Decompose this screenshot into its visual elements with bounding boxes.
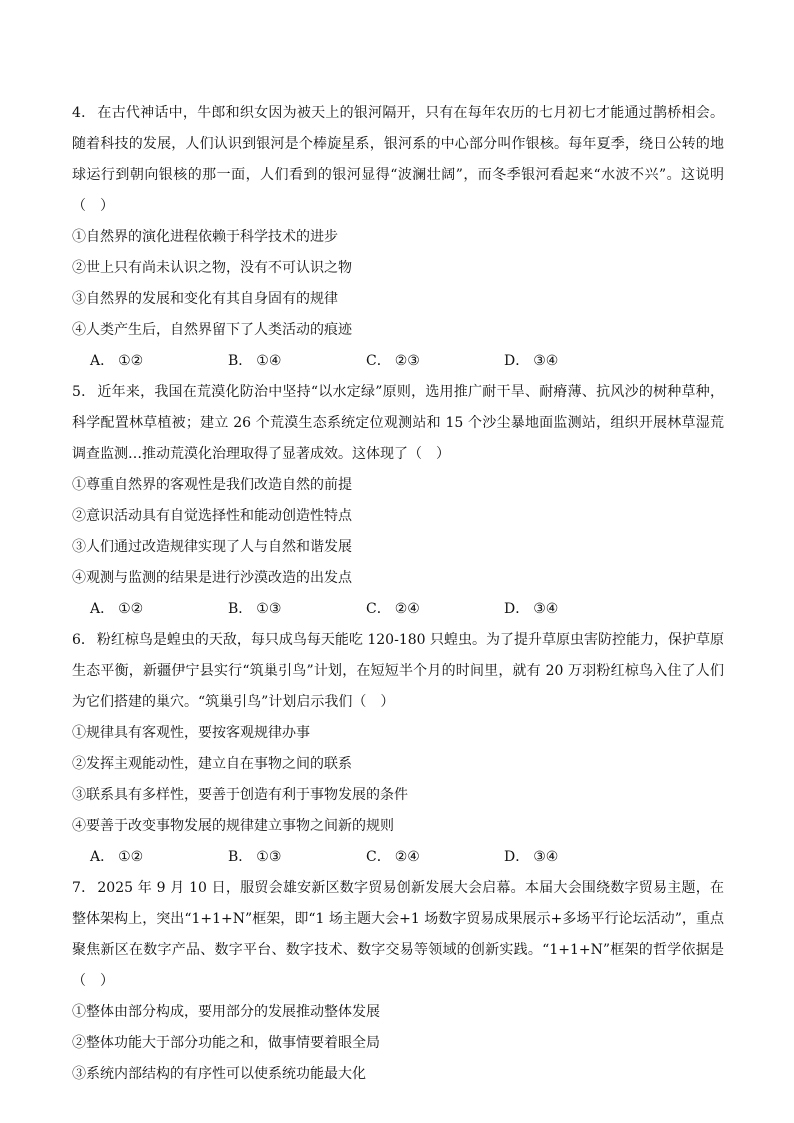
statement-option: ①尊重自然界的客观性是我们改造自然的前提 — [72, 477, 352, 493]
statement-option: ④要善于改变事物发展的规律建立事物之间新的规则 — [72, 818, 394, 834]
answer-choices — [72, 346, 724, 377]
question-text: 在古代神话中，牛郎和织女因为被天上的银河隔开，只有在每年农历的七月初七才能通过鹊桥相会。随着科技的发展，人们认识到银河是个棒旋星系，银河系的中心部分叫作银核。每年夏季，绕日公转的地球运行到朝向银核的那一面，人们看到的银河显得“波澜壮阔”，而冬季银河看起来“水波不兴”。这说明（ ） — [72, 105, 724, 214]
choice-value: ①④ — [256, 353, 282, 369]
statement-option: ①自然界的演化进程依赖于科学技术的进步 — [72, 229, 338, 245]
choice-value: ①③ — [256, 601, 282, 617]
choice-d — [504, 842, 642, 873]
statement-option: ①规律具有客观性，要按客观规律办事 — [72, 725, 310, 741]
question-7 — [72, 873, 724, 1090]
choice-key: A． — [90, 353, 115, 369]
choice-value: ②④ — [394, 601, 420, 617]
choice-value: ①② — [118, 849, 144, 865]
choice-value: ①② — [118, 601, 144, 617]
choice-value: ②④ — [394, 849, 420, 865]
question-number: 4． — [72, 105, 96, 121]
choice-value: ②③ — [394, 353, 420, 369]
question-list — [72, 98, 724, 1090]
statement-option: ①整体由部分构成，要用部分的发展推动整体发展 — [72, 1004, 380, 1020]
question-stem — [72, 377, 724, 470]
choice-key: B． — [228, 849, 253, 865]
statement-option: ③联系具有多样性，要善于创造有利于事物发展的条件 — [72, 787, 408, 803]
choice-key: B． — [228, 353, 253, 369]
question-text: 粉红椋鸟是蝗虫的天敌，每只成鸟每天能吃 120-180 只蝗虫。为了提升草原虫害防控能力，保护草原生态平衡，新疆伊宁县实行“筑巢引鸟”计划，在短短半个月的时间里，就有 20 万羽粉红椋鸟入住了人们为它们搭建的巢穴。“筑巢引鸟”计划启示我们（ ） — [72, 632, 724, 710]
choice-d — [504, 346, 642, 377]
question-stem — [72, 625, 724, 718]
statement-option: ④人类产生后，自然界留下了人类活动的痕迹 — [72, 322, 352, 338]
question-stem — [72, 98, 724, 222]
choice-c — [366, 842, 504, 873]
choice-b — [228, 346, 366, 377]
choice-c — [366, 594, 504, 625]
question-6 — [72, 625, 724, 873]
question-5 — [72, 377, 724, 625]
statement-option: ②意识活动具有自觉选择性和能动创造性特点 — [72, 508, 352, 524]
choice-key: C． — [366, 849, 391, 865]
answer-choices — [72, 594, 724, 625]
question-stem — [72, 873, 724, 997]
choice-a — [90, 346, 228, 377]
statement-option: ②整体功能大于部分功能之和，做事情要着眼全局 — [72, 1035, 380, 1051]
choice-key: D． — [504, 849, 530, 865]
statement-option: ④观测与监测的结果是进行沙漠改造的出发点 — [72, 570, 352, 586]
question-text: 近年来，我国在荒漠化防治中坚持“以水定绿”原则，选用推广耐干旱、耐瘠薄、抗风沙的树种草种，科学配置林草植被；建立 26 个荒漠生态系统定位观测站和 15 个沙尘暴地面监测站，组织开展林草湿荒调查监测…推动荒漠化治理取得了显著成效。这体现了（ ） — [72, 384, 724, 462]
choice-value: ③④ — [533, 353, 559, 369]
choice-c — [366, 346, 504, 377]
question-number: 5． — [72, 384, 96, 400]
choice-key: B． — [228, 601, 253, 617]
choice-a — [90, 594, 228, 625]
statement-option: ②发挥主观能动性，建立自在事物之间的联系 — [72, 756, 352, 772]
question-number: 6． — [72, 632, 95, 648]
choice-value: ③④ — [533, 601, 559, 617]
statement-option: ③自然界的发展和变化有其自身固有的规律 — [72, 291, 338, 307]
choice-key: C． — [366, 353, 391, 369]
statement-option: ③人们通过改造规律实现了人与自然和谐发展 — [72, 539, 352, 555]
choice-b — [228, 594, 366, 625]
choice-value: ③④ — [533, 849, 559, 865]
choice-b — [228, 842, 366, 873]
choice-key: D． — [504, 601, 530, 617]
choice-key: A． — [90, 849, 115, 865]
choice-d — [504, 594, 642, 625]
answer-choices — [72, 842, 724, 873]
statement-option: ③系统内部结构的有序性可以使系统功能最大化 — [72, 1066, 366, 1082]
choice-value: ①③ — [256, 849, 282, 865]
question-text: 2025 年 9 月 10 日，服贸会雄安新区数字贸易创新发展大会启幕。本届大会围绕数字贸易主题，在整体架构上，突出“1+1+N”框架，即“1 场主题大会+1 场数字贸易成果展示+多场平行论坛活动”，重点聚焦新区在数字产品、数字平台、数字技术、数字交易等领域的创新实践。“1+1+N”框架的哲学依据是（ ） — [72, 880, 724, 989]
question-4 — [72, 98, 724, 377]
statement-option: ②世上只有尚未认识之物，没有不可认识之物 — [72, 260, 352, 276]
choice-key: A． — [90, 601, 115, 617]
choice-a — [90, 842, 228, 873]
choice-key: C． — [366, 601, 391, 617]
choice-key: D． — [504, 353, 530, 369]
question-number: 7． — [72, 880, 96, 896]
choice-value: ①② — [118, 353, 144, 369]
